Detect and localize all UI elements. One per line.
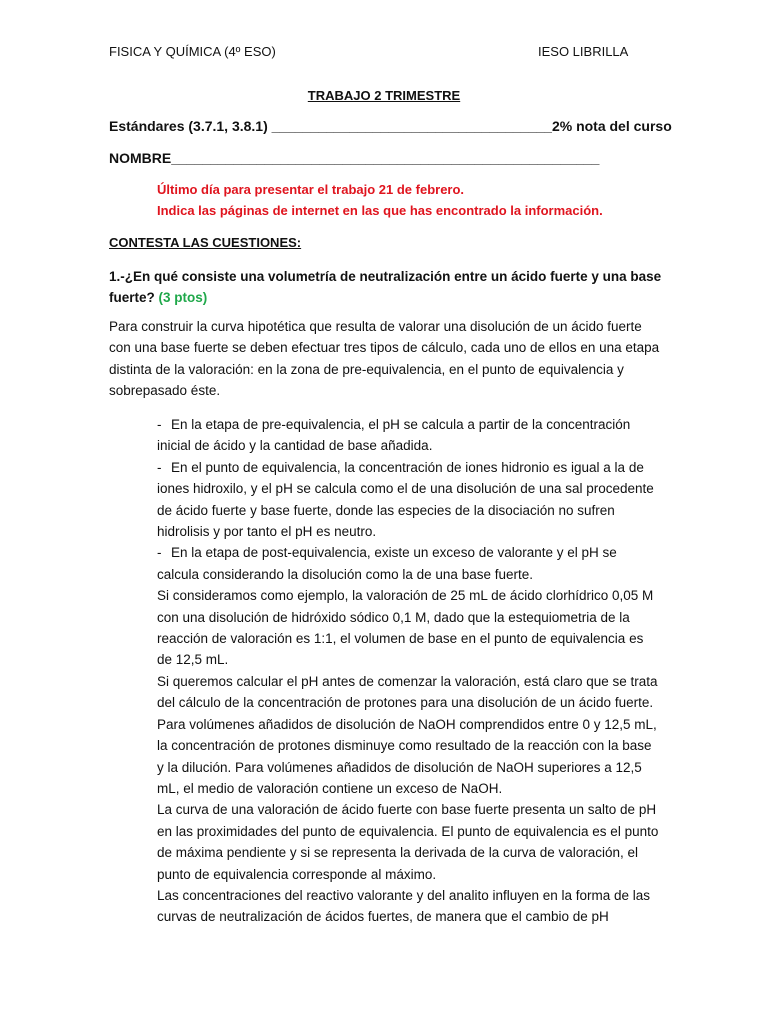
sources-notice: Indica las páginas de internet en las que has encontrado la información. — [157, 203, 603, 218]
intro-paragraph: Para construir la curva hipotética que resulta de valorar una disolución de un ácido fuerte con una base fuerte se deben efectuar tres tipos de cálculo, cada uno de ellos en una etapa distinta de la valoración: en la zona de pre-equivalencia, en el punto de equivalencia y sobrepasado éste. — [109, 319, 660, 399]
bullet-text: En la etapa de post-equivalencia, existe un exceso de valorante y el pH se calcula considerando la disolución como la de una base fuerte. — [157, 545, 617, 582]
bullet-item — [157, 457, 662, 543]
bullet-item — [157, 542, 662, 585]
bullet-text: En la etapa de pre-equivalencia, el pH se calcula a partir de la concentración inicial de ácido y la cantidad de base añadida. — [157, 417, 631, 454]
document-title: TRABAJO 2 TRIMESTRE — [307, 88, 461, 103]
body-paragraph: Si consideramos como ejemplo, la valoración de 25 mL de ácido clorhídrico 0,05 M con una disolución de hidróxido sódico 0,1 M, dado que la estequiometria de la reacción de valoración es 1:1, el volumen de base en el punto de equivalencia es de 12,5 mL. — [157, 588, 654, 668]
standards-line: Estándares (3.7.1, 3.8.1) ____________________________________2% nota del curso — [109, 118, 672, 134]
answer-body — [157, 414, 662, 928]
dash-bullet-icon: - — [157, 417, 162, 432]
deadline-notice: Último día para presentar el trabajo 21 de febrero. — [157, 182, 465, 197]
bullet-text: En el punto de equivalencia, la concentración de iones hidronio es igual a la de iones hidroxilo, y el pH se calcula como el de una disolución de una sal procedente de ácido fuerte y base fuerte, donde las especies de la disociación no sufren hidrolisis y por tanto el pH es neutro. — [157, 459, 654, 540]
body-paragraph: Si queremos calcular el pH antes de comenzar la valoración, está claro que se trata del cálculo de la concentración de protones para una disolución de un ácido fuerte. Para volúmenes añadidos de disolución de NaOH comprendidos entre 0 y 12,5 mL, la concentración de protones disminuye como resultado de la reacción con la base y la dilución. Para volúmenes añadidos de disolución de NaOH superiores a 12,5 mL, el medio de valoración contiene un exceso de NaOH. — [157, 673, 658, 796]
body-paragraph: Las concentraciones del reactivo valorante y del analito influyen en la forma de las curvas de neutralización de ácidos fuertes, de manera que el cambio de pH — [157, 887, 651, 925]
question-points: (3 ptos) — [158, 290, 208, 305]
dash-bullet-icon: - — [157, 459, 162, 475]
body-paragraph: La curva de una valoración de ácido fuerte con base fuerte presenta un salto de pH en las proximidades del punto de equivalencia. El punto de equivalencia es el punto de máxima pendiente y si se representa la derivada de la curva de valoración, el punto de equivalencia corresponde al máximo. — [157, 802, 659, 882]
header-school: IESO LIBRILLA — [538, 44, 629, 59]
dash-bullet-icon: - — [157, 545, 162, 561]
header-subject: FISICA Y QUÍMICA (4º ESO) — [109, 44, 276, 59]
section-heading: CONTESTA LAS CUESTIONES: — [109, 235, 302, 250]
bullet-item — [157, 414, 662, 457]
question-1 — [109, 266, 669, 308]
name-line: NOMBRE_______________________________________________________ — [109, 150, 600, 166]
question-text: 1.-¿En qué consiste una volumetría de neutralización entre un ácido fuerte y una base fuerte? — [109, 269, 662, 305]
